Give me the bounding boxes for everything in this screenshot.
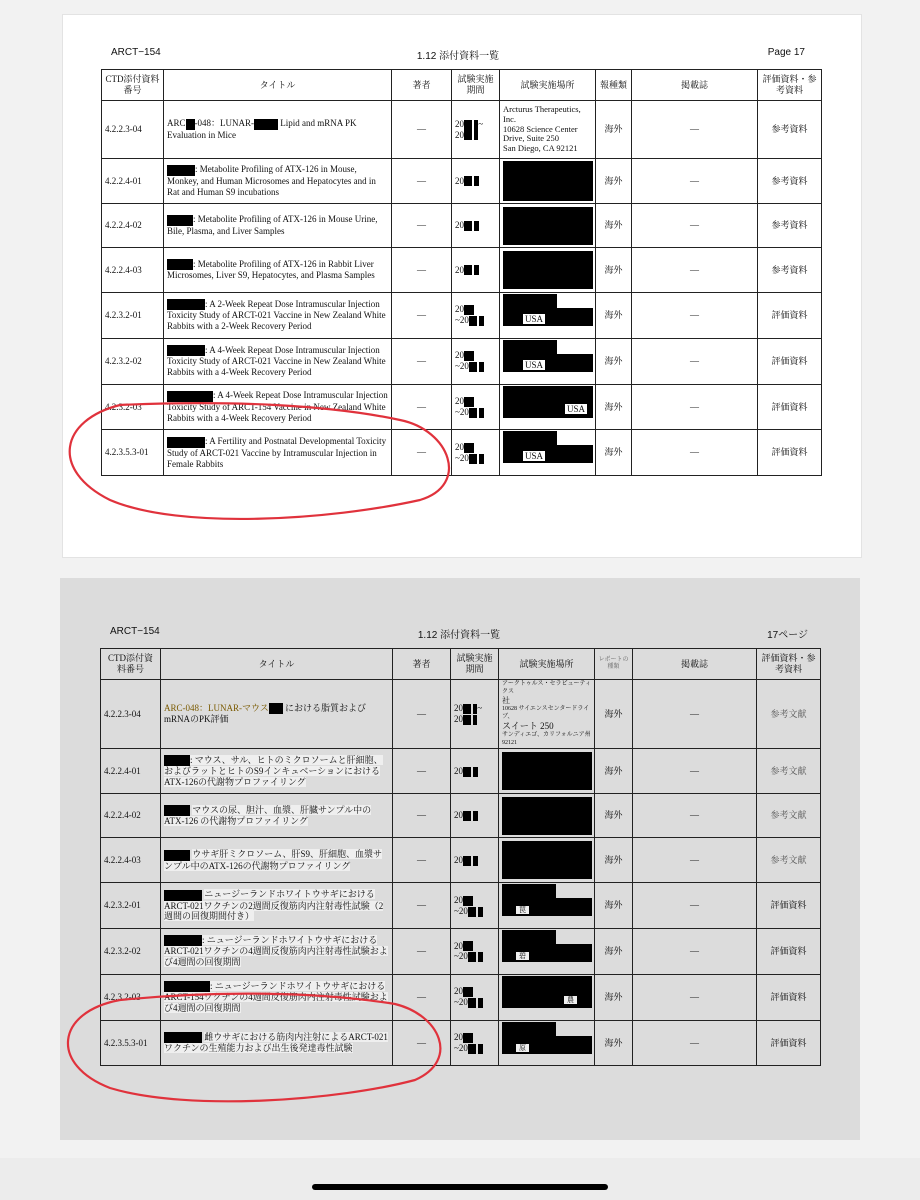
period: 20 ~ 20 [452,101,500,159]
site-cell: USA [500,430,596,476]
reference-type: 参考資料 [758,204,822,248]
journal: — [632,430,758,476]
author: — [392,430,452,476]
journal: — [632,248,758,293]
report-type: 海外 [596,293,632,339]
author: — [393,883,451,929]
site-cell: USA [500,293,596,339]
reference-type: 評価資料 [758,430,822,476]
redaction-block [167,299,205,310]
reference-type: 参考資料 [758,248,822,293]
table-row [102,248,822,293]
header-product: ARCT−154 [110,626,160,637]
period: 20 ~20 [451,929,499,975]
author: — [392,101,452,159]
reference-type: 参考文献 [757,794,821,838]
site-redacted [499,749,595,794]
report-type: 海外 [596,101,632,159]
redaction-block [503,207,593,245]
header-title: 1.12 添付資料一覧 [417,630,501,641]
report-type: 海外 [595,749,633,794]
redaction-block [186,119,195,130]
reference-type: 参考資料 [758,159,822,204]
site-cell: 罠 [499,883,595,929]
ctd-number: 4.2.3.2-02 [102,338,164,384]
ctd-number: 4.2.2.3-04 [101,680,161,749]
col-report-type: レポートの種類 [595,649,633,680]
reference-type: 参考文献 [757,749,821,794]
ctd-number: 4.2.3.2-03 [101,974,161,1020]
period: 20 ~ 20 [451,680,499,749]
redaction-block [167,259,193,270]
ctd-number: 4.2.2.4-01 [101,749,161,794]
table-header-row [101,649,821,680]
reference-type: 評価資料 [757,883,821,929]
page-header [111,47,805,63]
attachment-table [100,648,821,1066]
table-row [102,204,822,248]
reference-type: 参考資料 [758,101,822,159]
author: — [392,204,452,248]
redaction-block [167,215,193,226]
period: 20 ~20 [452,430,500,476]
title-cell: : マウス、サル、ヒトのミクロソームと肝細胞、およびラットとヒトのS9インキュベーションにおけるATX-126の代謝物プロファイリング [161,749,393,794]
journal: — [632,384,758,430]
reference-type: 参考文献 [757,838,821,883]
period: 20 ~20 [451,883,499,929]
journal: — [633,974,757,1020]
title-cell: : ニュージーランドホワイトウサギにおけるARCT-021ワクチンの4週間反復筋肉内注射毒性試験および4週間の回復期間 [161,929,393,975]
col-reference-type: 評価資料・参考資料 [757,649,821,680]
ctd-number: 4.2.2.4-03 [101,838,161,883]
reference-type: 評価資料 [758,384,822,430]
period: 20 [452,204,500,248]
attachment-table [101,69,822,476]
col-period: 試験実施期間 [452,70,500,101]
table-row [101,883,821,929]
home-indicator[interactable] [312,1184,608,1190]
table-row [102,293,822,339]
period: 20 [452,159,500,204]
site-redacted [499,794,595,838]
table-row [101,1020,821,1066]
report-type: 海外 [596,204,632,248]
reference-type: 評価資料 [757,1020,821,1066]
col-title: タイトル [164,70,392,101]
document-page-japanese [60,578,860,1140]
journal: — [632,338,758,384]
ctd-number: 4.2.3.5.3-01 [101,1020,161,1066]
header-product: ARCT−154 [111,47,161,58]
journal: — [632,101,758,159]
author: — [393,1020,451,1066]
period: 20 ~20 [452,338,500,384]
journal: — [633,680,757,749]
ctd-number: 4.2.3.2-03 [102,384,164,430]
reference-type: 評価資料 [758,293,822,339]
table-row [101,838,821,883]
period: 20 [452,248,500,293]
site-redacted [500,248,596,293]
device-bottom-bar [0,1158,920,1200]
journal: — [633,794,757,838]
col-reference-type: 評価資料・参考資料 [758,70,822,101]
period: 20 ~20 [451,1020,499,1066]
col-ctd-number: CTD添付資料番号 [102,70,164,101]
report-type: 海外 [595,794,633,838]
author: — [392,159,452,204]
author: — [392,338,452,384]
ctd-number: 4.2.2.4-03 [102,248,164,293]
title-cell: ニュージーランドホワイトウサギにおけるARCT-021ワクチンの2週間反復筋肉内注射毒性試験（2週間の回復期間付き） [161,883,393,929]
col-ctd-number: CTD添付資料番号 [101,649,161,680]
title-cell: : A 4-Week Repeat Dose Intramuscular Injection Toxicity Study of ARCT-021 Vaccine in New Zealand White Rabbits with a 4-Week Recovery Period [164,338,392,384]
col-author: 著者 [393,649,451,680]
title-cell: : Metabolite Profiling of ATX-126 in Mouse Urine, Bile, Plasma, and Liver Samples [164,204,392,248]
title-cell: 雌ウサギにおける筋肉内注射によるARCT-021ワクチンの生殖能力および出生後発達毒性試験 [161,1020,393,1066]
site-cell: 農 [499,974,595,1020]
author: — [393,749,451,794]
reference-type: 評価資料 [757,974,821,1020]
col-journal: 掲載誌 [633,649,757,680]
table-row [102,384,822,430]
col-site: 試験実施場所 [499,649,595,680]
redaction-block [503,251,593,289]
report-type: 海外 [595,974,633,1020]
header-title: 1.12 添付資料一覧 [416,51,500,62]
redaction-block [503,161,593,201]
author: — [393,974,451,1020]
header-page-number: Page 17 [767,47,805,58]
journal: — [632,159,758,204]
report-type: 海外 [596,338,632,384]
redaction-block [167,437,205,448]
reference-type: 評価資料 [757,929,821,975]
col-report-type: 報種類 [596,70,632,101]
table-row [102,338,822,384]
author: — [392,248,452,293]
site-redacted [500,204,596,248]
report-type: 海外 [595,1020,633,1066]
col-journal: 掲載誌 [632,70,758,101]
title-cell: ウサギ肝ミクロソーム、肝S9、肝細胞、血漿サンプル中のATX-126の代謝物プロファイリング [161,838,393,883]
period: 20 ~20 [451,974,499,1020]
title-cell: ARC -048：LUNAR- Lipid and mRNA PK Evaluation in Mice [164,101,392,159]
journal: — [633,749,757,794]
col-author: 著者 [392,70,452,101]
title-cell: : Metabolite Profiling of ATX-126 in Rabbit Liver Microsomes, Liver S9, Hepatocytes, and Plasma Samples [164,248,392,293]
report-type: 海外 [595,838,633,883]
author: — [392,384,452,430]
author: — [393,680,451,749]
report-type: 海外 [595,680,633,749]
site-cell: 碧 [499,929,595,975]
ctd-number: 4.2.2.4-01 [102,159,164,204]
title-cell: : ニュージーランドホワイトウサギにおけるARCT-154ワクチンの4週間反復筋肉内注射毒性試験および4週間の回復期間 [161,974,393,1020]
table-header-row [102,70,822,101]
author: — [393,794,451,838]
redaction-block [167,345,205,356]
journal: — [633,1020,757,1066]
site-address: アークトゥルス・セラピューティクス 社 10628 サイエンスセンタードライブ、 スイート 250 サンディエゴ、カリフォルニア州92121 [499,680,595,749]
period: 20 [451,749,499,794]
table-row [101,680,821,749]
document-page-english [62,14,862,558]
author: — [393,929,451,975]
ctd-number: 4.2.2.4-02 [102,204,164,248]
table-row [101,974,821,1020]
author: — [392,293,452,339]
report-type: 海外 [596,384,632,430]
period: 20 ~20 [452,384,500,430]
period: 20 ~20 [452,293,500,339]
col-period: 試験実施期間 [451,649,499,680]
journal: — [632,293,758,339]
report-type: 海外 [596,430,632,476]
redaction-block [167,165,195,176]
redaction-block [167,391,213,402]
table-row [102,159,822,204]
redaction-block [254,119,278,130]
report-type: 海外 [596,159,632,204]
table-row [101,929,821,975]
page-header [110,626,808,642]
report-type: 海外 [596,248,632,293]
ctd-number: 4.2.2.4-02 [101,794,161,838]
ctd-number: 4.2.3.2-02 [101,929,161,975]
site-cell: USA [500,338,596,384]
ctd-number: 4.2.3.5.3-01 [102,430,164,476]
journal: — [633,883,757,929]
report-type: 海外 [595,929,633,975]
title-cell: マウスの尿、胆汁、血漿、肝臓サンプル中のATX-126 の代謝物プロファイリング [161,794,393,838]
reference-type: 参考文献 [757,680,821,749]
journal: — [633,838,757,883]
col-site: 試験実施場所 [500,70,596,101]
table-row [102,430,822,476]
site-redacted [500,159,596,204]
site-redacted [499,838,595,883]
period: 20 [451,838,499,883]
title-cell: : Metabolite Profiling of ATX-126 in Mouse, Monkey, and Human Microsomes and Hepatocytes and in Rat and Human S9 incubations [164,159,392,204]
site-address: Arcturus Therapeutics, Inc. 10628 Science Center Drive, Suite 250 San Diego, CA 92121 [500,101,596,159]
journal: — [633,929,757,975]
table-row [101,749,821,794]
table-row [101,794,821,838]
header-page-number: 17ページ [767,630,808,641]
table-row [102,101,822,159]
reference-type: 評価資料 [758,338,822,384]
title-cell: ARC-048：LUNAR-マウス における脂質および mRNAのPK評価 [161,680,393,749]
period: 20 [451,794,499,838]
ctd-number: 4.2.3.2-01 [101,883,161,929]
title-cell: : A 4-Week Repeat Dose Intramuscular Injection Toxicity Study of ARCT-154 Vaccine in New Zealand White Rabbits with a 4-Week Recovery Period [164,384,392,430]
title-cell: : A Fertility and Postnatal Developmental Toxicity Study of ARCT-021 Vaccine by Intramuscular Injection in Female Rabbits [164,430,392,476]
ctd-number: 4.2.2.3-04 [102,101,164,159]
site-cell: 原 [499,1020,595,1066]
site-cell: USA [500,384,596,430]
title-cell: : A 2-Week Repeat Dose Intramuscular Injection Toxicity Study of ARCT-021 Vaccine in New Zealand White Rabbits with a 2-Week Recovery Period [164,293,392,339]
col-title: タイトル [161,649,393,680]
journal: — [632,204,758,248]
ctd-number: 4.2.3.2-01 [102,293,164,339]
author: — [393,838,451,883]
report-type: 海外 [595,883,633,929]
